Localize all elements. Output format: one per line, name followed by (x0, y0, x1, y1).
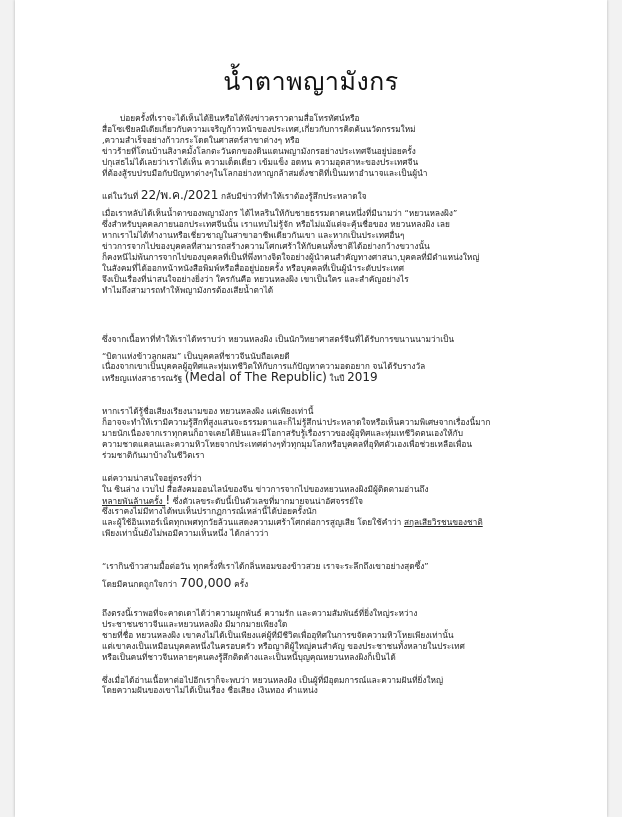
text-line: ประชาชนชาวจีนและหยวนหลงผิง มีมากมายเพียงใด (102, 618, 288, 629)
text-line: จึงเป็นเรื่องที่น่าสนใจอย่างยิ่งว่า ใครกันคือ หยวนหลงผิง เขาเป็นใคร และสำคัญอย่างไร (102, 273, 409, 284)
text-line: ความชาดแคลนและความหิวโหยจากประเทศต่างๆทั่วทุกมุมโลกหรือบุคคลที่อุทิศตัวเองเพื่อช่วยเหลือเพื่อน (102, 438, 473, 449)
text-line: มายนักเนื่องจากเราทุกคนก็อาจเคยได้ยินและมีโอกาสรับรู้เรื่องราวของผู้อุทิศและทุ่มเทชีวิตตนเองให้กับ (102, 428, 463, 439)
text-line: เพียงเท่านั้นยังไม่พอมีความเห็นหนึ่ง ได้กล่าวว่า (102, 528, 269, 539)
date-suffix: กลับมีข่าวที่ทำให้เราต้องรู้สึกประหลาดใจ (218, 191, 367, 202)
text-line: ซึ่งเราคงไม่มีทางได้พบเห็นปรากฏการณ์เหล่านี้ได้บ่อยครั้งนัก (102, 506, 317, 517)
text-line: ข่าวการจากไปของบุคคลที่สามารถสร้างความโศกเศร้าให้กับคนทั้งชาติได้อย่างกว้างขวางนั้น (102, 241, 430, 252)
paragraph-online (102, 473, 572, 539)
text-line: ที่ต้องสู้รบปรบมือกับปัญหาต่างๆในโลกอย่างหาญกล้าสมดั่งชาติที่เป็นมหาอำนาจและเป็นผู้นำ (102, 167, 428, 178)
text-line: หรือเป็นคนที่ชาวจีนหลายๆคนคงรู้สึกติดค้างและเป็นหนี้บุญคุณหยวนหลงผิงก็เป็นได้ (102, 651, 396, 662)
text-line: เนื่องจากเขาเป็นบุคคลผู้อุทิศและทุ่มเทชีวิตให้กับการแก้ปัญหาความอดอยาก จนได้รับรางวัล (102, 361, 426, 372)
count-suffix: ซึ่งตัวเลขระดับนี้เป็นตัวเลขที่มากมายจนน่าอัศจรรย์ใจ (170, 495, 364, 506)
paragraph-intro (102, 113, 572, 178)
likes-suffix: ครั้ง (231, 579, 249, 590)
text-line: ร่วมชาติกันมาบ้างในชีวิตเรา (102, 449, 205, 460)
text-line: โดยความฝันของเขาไม่ได้เป็นเรื่อง ชื่อเสียง เงินทอง ตำแหน่ง (102, 685, 318, 696)
document-body (102, 113, 572, 708)
paragraph-bond (102, 608, 572, 663)
text-line: ซึ่งเมื่อได้อ่านเนื้อหาต่อไปอีกเราก็จะพบว่า หยวนหลงผิง เป็นผู้ที่มีอุดมการณ์และความฝันที่ยิ่งใหญ่ (102, 674, 444, 685)
text-line: หากเราไม่ได้ทำงานหรือเชี่ยวชาญในสาขาอาชีพเดียวกันเขา และหากเป็นประเทศอื่นๆ (102, 230, 405, 241)
medal-line (102, 372, 572, 384)
medal-year: 2019 (347, 370, 378, 385)
text-line: แต่เขาคงเป็นเหมือนบุคคลหนึ่งในครอบครัว หรือญาติผู้ใหญ่คนสำคัญ ของประชาชนทั้งหลายในประเทศ (102, 640, 465, 651)
paragraph-dream (102, 675, 572, 697)
text-line: “บิดาแห่งข้าวลูกผสม” เป็นบุคคลที่ชาวจีนนับถือเคยดี (102, 350, 290, 361)
likes-count: 700,000 (179, 575, 232, 591)
text-line: บ่อยครั้งที่เราจะได้เห็นได้ยินหรือได้ฟังข่าวคราวตามสื่อโทรทัศน์หรือ (120, 113, 360, 123)
text-line: ,ความสำเร็จอย่างก้าวกระโดดในศาสตร์สาขาต่างๆ หรือ (102, 134, 300, 145)
view-count: หลายพันล้านครั้ง (102, 495, 166, 506)
date-prefix: แต่ในวันที่ (102, 191, 141, 202)
date-value: 22/พ.ค./2021 (140, 188, 219, 203)
text-line: ข่าวร้ายที่โดนบ้านสิงาคมั้งโลกตะวันตกของดินแดนพญามังกรอย่างประเทศจีนอยู่บ่อยครั้ง (102, 145, 416, 156)
text-line: เมื่อเราหลับได้เห็นน้ำตาของพญามังกร ได้ไหลรินให้กับชายธรรมดาคนหนึ่งที่มีนามว่า “หยวนหลงผิง” (102, 208, 458, 219)
text-line: สื่อโซเชียลมีเดียเกี่ยวกับความเจริญก้าวหน้าของประเทศ,เกี่ยวกับการคิดค้นนวัตกรรมใหม่ (102, 123, 416, 134)
medal-name: (Medal of The Republic) (184, 370, 327, 385)
likes-prefix: โดยมีคนกดถูกใจกว่า (102, 579, 180, 590)
text-line: ก็อาจจะทำให้เรามีความรู้สึกที่สูงแสนจะธรรมดาและก็ไม่รู้สึกน่าประหลาดใจหรือเห็นความพิเศษจากเรื่องนี้มาก (102, 417, 491, 428)
text-line: หากเราได้รู้ชื่อเสียงเรียงนามของ หยวนหลงผิง แค่เพียงเท่านี้ (102, 406, 314, 417)
count-line (102, 492, 572, 507)
paragraph-quote (102, 561, 572, 590)
likes-line (102, 575, 572, 591)
text-line: ชายที่ชื่อ หยวนหลงผิง เขาคงไม่ได้เป็นเพียงแค่ผู้ที่มีชีวิตเพื่ออุทิศในการขจัดความหิวโหยเพียงเท่านั้น (102, 629, 454, 640)
document-title: น้ำตาพญามังกร (223, 67, 399, 96)
text-line: ใน ซินล่าง เวบไป สื่อสังคมออนไลน์ของจีน ข่าวการจากไปของหยวนหลงผิงมีผู้ติดตามอ่านถึง (102, 483, 429, 494)
year-prefix: ในปี (326, 373, 348, 384)
text-line: ทำไมถึงสามารถทำให้พญามังกรต้องเสียน้ำตาได้ (102, 284, 274, 295)
text-line: ก็คงหนีไม่พ้นการจากไปของบุคคลที่เป็นที่พึ่งทางจิตใจอย่างผู้นำคนสำคัญทางศาสนา,บุคคลที่มีตำแหน่งใหญ่ (102, 251, 480, 262)
quote-text: “เรากินข้าวสามมื้อต่อวัน ทุกครั้งที่เราได้กลิ่นหอมของข้าวสวย เราจะระลึกถึงเขาอย่างสุดซึ้ง” (102, 561, 429, 572)
hero-term: สกุลเสียวิรชนของชาติ (403, 517, 483, 528)
hero-line (102, 517, 572, 528)
text-line: ถึงตรงนี้เราพอที่จะคาดเดาได้ว่าความผูกพันธ์ ความรัก และความสัมพันธ์ที่ยิ่งใหญ่ระหว่าง (102, 608, 418, 618)
exclamation: ! (165, 492, 171, 507)
paragraph-ordinary (102, 406, 572, 461)
date-line (102, 190, 572, 202)
paragraph-date (102, 190, 572, 295)
paragraph-scientist (102, 334, 572, 385)
text-line: ในสังคมที่ได้ออกหน้าหนังสือพิมพ์หรือสื่ออยู่บ่อยครั้ง หรือบุคคลที่เป็นผู้นำระดับประเทศ (102, 262, 405, 273)
text-line: ซึ่งจากเนื้อหาที่ทำให้เราได้ทราบว่า หยวนหลงผิง เป็นนักวิทยาศาสตร์จีนที่ได้รับการขนานนามว่าเป็น (102, 333, 455, 344)
text-line: ซึ่งสำหรับบุคคลภายนอกประเทศจีนนั้น เราแทบไม่รู้จัก หรือไม่แม้แต่จะคุ้นชื่อของ หยวนหลงผิง เลย (102, 219, 450, 230)
text-line: ปกุเสธไม่ได้เลยว่าเราได้เห็น ความเด็ดเดี่ยว เข้มแข็ง อดทน ความอุตสาหะของประเทศจีน (102, 156, 419, 167)
text-line: แต่ความน่าสนใจอยู่ตรงที่ว่า (102, 472, 202, 483)
hero-prefix: และผู้ใช้อินเทอร์เน็ตทุกเพศทุกวัยล้วนแสดงความเศร้าโศกต่อการสูญเสีย โดยใช้คำว่า (102, 517, 404, 528)
medal-prefix: เหรียญแห่งสาธารณรัฐ (102, 373, 185, 384)
document-page (15, 0, 607, 817)
